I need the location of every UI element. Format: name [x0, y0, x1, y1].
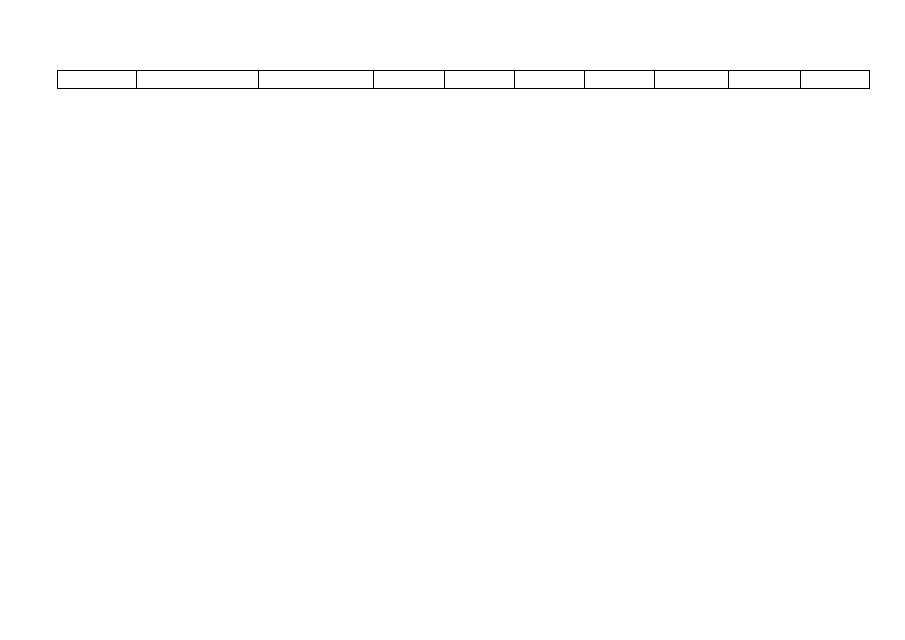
header-cell: [801, 71, 870, 89]
header-cell: [585, 71, 655, 89]
header-cell: [259, 71, 374, 89]
header-cell: [655, 71, 729, 89]
header-cell: [729, 71, 801, 89]
budget-table: [57, 70, 870, 89]
header-cell: [374, 71, 445, 89]
header-cell: [445, 71, 515, 89]
header-cell: [58, 71, 137, 89]
header-cell: [515, 71, 585, 89]
header-row: [58, 71, 870, 89]
header-cell: [137, 71, 259, 89]
